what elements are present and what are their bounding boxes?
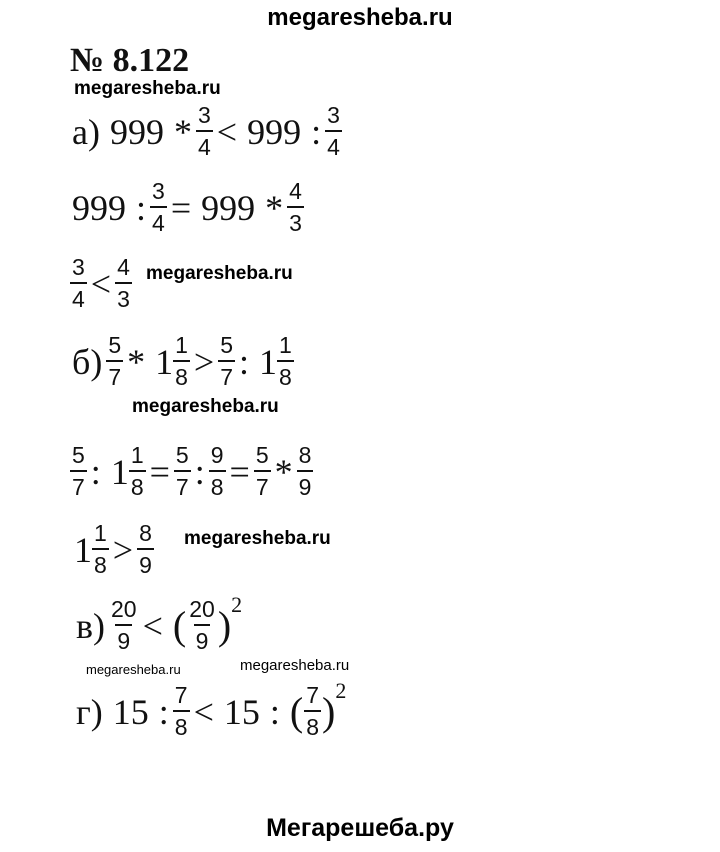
fraction: $\frac{3}{4}$ xyxy=(72,254,85,312)
watermark-5: megaresheba.ru xyxy=(86,662,181,677)
fraction: $\frac{1}{8}$ xyxy=(279,332,292,390)
fraction: $\frac{5}{7}$ xyxy=(108,332,122,390)
line-v-1 xyxy=(76,592,243,654)
number: 999 xyxy=(72,187,126,228)
operator: : xyxy=(239,341,250,382)
whole-part: 1 xyxy=(74,529,92,570)
fraction: $\frac{20}{9}$ xyxy=(189,596,215,654)
watermark-2: megaresheba.ru xyxy=(146,263,293,284)
fraction: $\frac{7}{8}$ xyxy=(174,682,188,740)
fraction: $\frac{8}{9}$ xyxy=(298,442,312,500)
number: 15 xyxy=(112,691,149,732)
line-a-2 xyxy=(72,180,308,235)
operator: * xyxy=(274,451,293,492)
exponent: 2 xyxy=(231,592,243,617)
line-a-1 xyxy=(72,104,346,159)
item-label-a: а) xyxy=(72,111,100,152)
operator: : xyxy=(194,451,205,492)
operator: : xyxy=(136,187,147,228)
problem-number: № 8.122 xyxy=(70,42,190,79)
fraction: $\frac{3}{4}$ xyxy=(197,102,211,160)
fraction: $\frac{3}{4}$ xyxy=(152,178,165,236)
fraction: $\frac{3}{4}$ xyxy=(327,102,340,160)
watermark-6: megaresheba.ru xyxy=(240,657,350,674)
item-label-v: в) xyxy=(76,605,105,646)
fraction: $\frac{5}{7}$ xyxy=(255,442,269,500)
exponent: 2 xyxy=(335,678,347,703)
comparison-sign: < xyxy=(216,111,238,152)
open-paren: ( xyxy=(172,602,187,648)
comparison-sign: > xyxy=(193,341,215,382)
fraction: $\frac{20}{9}$ xyxy=(111,596,137,654)
close-paren: ) xyxy=(217,602,232,648)
watermark-3: megaresheba.ru xyxy=(132,396,279,417)
line-b-2 xyxy=(66,444,317,499)
fraction: $\frac{8}{9}$ xyxy=(139,520,152,578)
comparison-sign: > xyxy=(112,529,134,570)
comparison-sign: < xyxy=(90,263,112,304)
site-header: megaresheba.ru xyxy=(267,4,453,31)
line-g-1 xyxy=(76,678,347,740)
number: 999 xyxy=(109,111,164,152)
line-a-3 xyxy=(66,256,136,311)
fraction: $\frac{1}{8}$ xyxy=(175,332,188,390)
fraction: $\frac{9}{8}$ xyxy=(210,442,224,500)
fraction: $\frac{4}{3}$ xyxy=(117,254,130,312)
fraction: $\frac{1}{8}$ xyxy=(94,520,107,578)
operator: : xyxy=(269,691,280,732)
equals-sign: = xyxy=(149,451,170,492)
fraction: $\frac{7}{8}$ xyxy=(306,682,320,740)
operator: : xyxy=(90,451,101,492)
line-b-1 xyxy=(72,334,298,389)
item-label-b: б) xyxy=(72,341,103,382)
whole-part: 1 xyxy=(259,341,278,382)
fraction: $\frac{4}{3}$ xyxy=(289,178,302,236)
watermark-1: megaresheba.ru xyxy=(74,78,221,99)
comparison-sign: < xyxy=(193,691,214,732)
close-paren: ) xyxy=(322,688,336,734)
fraction: $\frac{5}{7}$ xyxy=(72,442,85,500)
number: 999 xyxy=(201,187,256,228)
operator: * xyxy=(173,111,192,152)
whole-part: 1 xyxy=(155,341,174,382)
operator: : xyxy=(158,691,169,732)
operator: : xyxy=(311,111,322,152)
equals-sign: = xyxy=(170,187,192,228)
equals-sign: = xyxy=(229,451,250,492)
item-label-g: г) xyxy=(76,691,103,732)
operator: * xyxy=(127,341,146,382)
operator: * xyxy=(265,187,284,228)
number: 15 xyxy=(223,691,260,732)
number: 999 xyxy=(247,111,302,152)
fraction: $\frac{1}{8}$ xyxy=(130,442,144,500)
line-b-3 xyxy=(74,522,158,577)
whole-part: 1 xyxy=(110,451,129,492)
fraction: $\frac{5}{7}$ xyxy=(220,332,234,390)
site-footer: Мегарешеба.ру xyxy=(266,814,454,842)
open-paren: ( xyxy=(289,688,304,734)
comparison-sign: < xyxy=(142,605,163,646)
watermark-4: megaresheba.ru xyxy=(184,528,331,549)
fraction: $\frac{5}{7}$ xyxy=(175,442,189,500)
